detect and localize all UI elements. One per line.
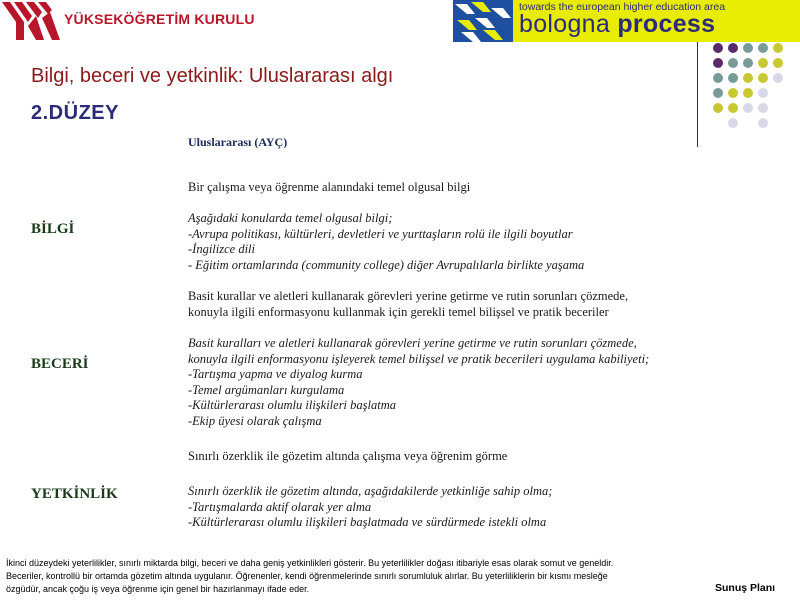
- footer-line: İkinci düzeydeki yeterlilikler, sınırlı miktarda bilgi, beceri ve daha geniş yetkinlikleri gösterir. Bu yeterlilikler doğası itibariyle esas olarak somut ve geneldir.: [6, 558, 614, 568]
- beceri-detail-line: Basit kuralları ve aletleri kullanarak görevleri yerine getirme ve rutin sorunları çözmede,: [188, 336, 637, 350]
- bilgi-detail-line: -Avrupa politikası, kültürleri, devletleri ve yurttaşların rolü ile ilgili boyutlar: [188, 226, 573, 241]
- column-header: Uluslararası (AYÇ): [188, 135, 288, 149]
- beceri-detail-line: -Temel argümanları kurgulama: [188, 382, 345, 397]
- yok-logo: [2, 2, 255, 40]
- row-label-beceri: BECERİ: [31, 356, 89, 372]
- beceri-intro-line: Basit kurallar ve aletleri kullanarak görevleri yerine getirme ve rutin sorunları çözmede,: [188, 289, 629, 303]
- bologna-tagline: towards the european higher education area: [519, 1, 726, 13]
- bilgi-detail-line: - Eğitim ortamlarında (community college) diğer Avrupalılarla birlikte yaşama: [188, 257, 585, 272]
- header-divider: [697, 42, 698, 147]
- footer-line: Beceriler, kontrollü bir ortamda gözetim altında uygulanır. Öğrenenler, kendi öğrenmelerinde sınırlı sorumluluk alırlar. Bu yeterliliklerin bir kısmı mesleğe: [6, 571, 608, 581]
- beceri-detail-line: -Ekip üyesi olarak çalışma: [188, 413, 322, 428]
- bologna-banner: [453, 0, 800, 42]
- yetkinlik-intro: Sınırlı özerklik ile gözetim altında çalışma veya öğrenim görme: [188, 449, 508, 463]
- footer-line: özgüdür, ancak çoğu iş veya öğrenme için genel bir hazırlanmayı ifade eder.: [6, 584, 310, 594]
- yetkinlik-detail-line: -Kültürlerarası olumlu ilişkileri başlatmada ve sürdürmede istekli olma: [188, 515, 547, 529]
- sunus-plani-link[interactable]: Sunuş Planı: [715, 582, 776, 594]
- bilgi-detail-line: Aşağıdaki konularda temel olgusal bilgi;: [188, 211, 393, 225]
- beceri-detail-line: -Kültürlerarası olumlu ilişkileri başlatma: [188, 398, 396, 412]
- beceri-intro: [188, 289, 628, 320]
- bilgi-detail-line: -İngilizce dili: [188, 242, 255, 256]
- footer-note: [6, 557, 766, 596]
- beceri-details: [188, 336, 649, 429]
- page-title: Bilgi, beceri ve yetkinlik: Uluslararası algı: [31, 65, 394, 87]
- yok-emblem-icon: [2, 2, 62, 40]
- row-label-yetkinlik: YETKİNLİK: [31, 486, 118, 502]
- beceri-intro-line: konuyla ilgili enformasyonu kullanmak için gerekli temel bilişsel ve pratik beceriler: [188, 304, 609, 319]
- yetkinlik-detail-line: -Tartışmalarda aktif olarak yer alma: [188, 499, 372, 514]
- beceri-detail-line: konuyla ilgili enformasyonu işleyerek temel bilişsel ve pratik becerileri uygulama kabiliyeti;: [188, 351, 650, 366]
- yok-logo-text: YÜKSEKÖĞRETİM KURULU: [64, 11, 255, 27]
- bilgi-details: [188, 211, 584, 273]
- page-subtitle: 2.DÜZEY: [31, 102, 119, 124]
- bologna-wordmark: bologna process: [519, 10, 716, 38]
- bilgi-intro: Bir çalışma veya öğrenme alanındaki temel olgusal bilgi: [188, 180, 471, 194]
- beceri-detail-line: -Tartışma yapma ve diyalog kurma: [188, 367, 363, 381]
- decorative-dots-icon: [710, 42, 800, 132]
- bologna-arrows-icon: [453, 0, 513, 42]
- yetkinlik-detail-line: Sınırlı özerklik ile gözetim altında, aşağıdakilerde yetkinliğe sahip olma;: [188, 484, 553, 498]
- row-label-bilgi: BİLGİ: [31, 221, 75, 237]
- yetkinlik-details: [188, 484, 552, 531]
